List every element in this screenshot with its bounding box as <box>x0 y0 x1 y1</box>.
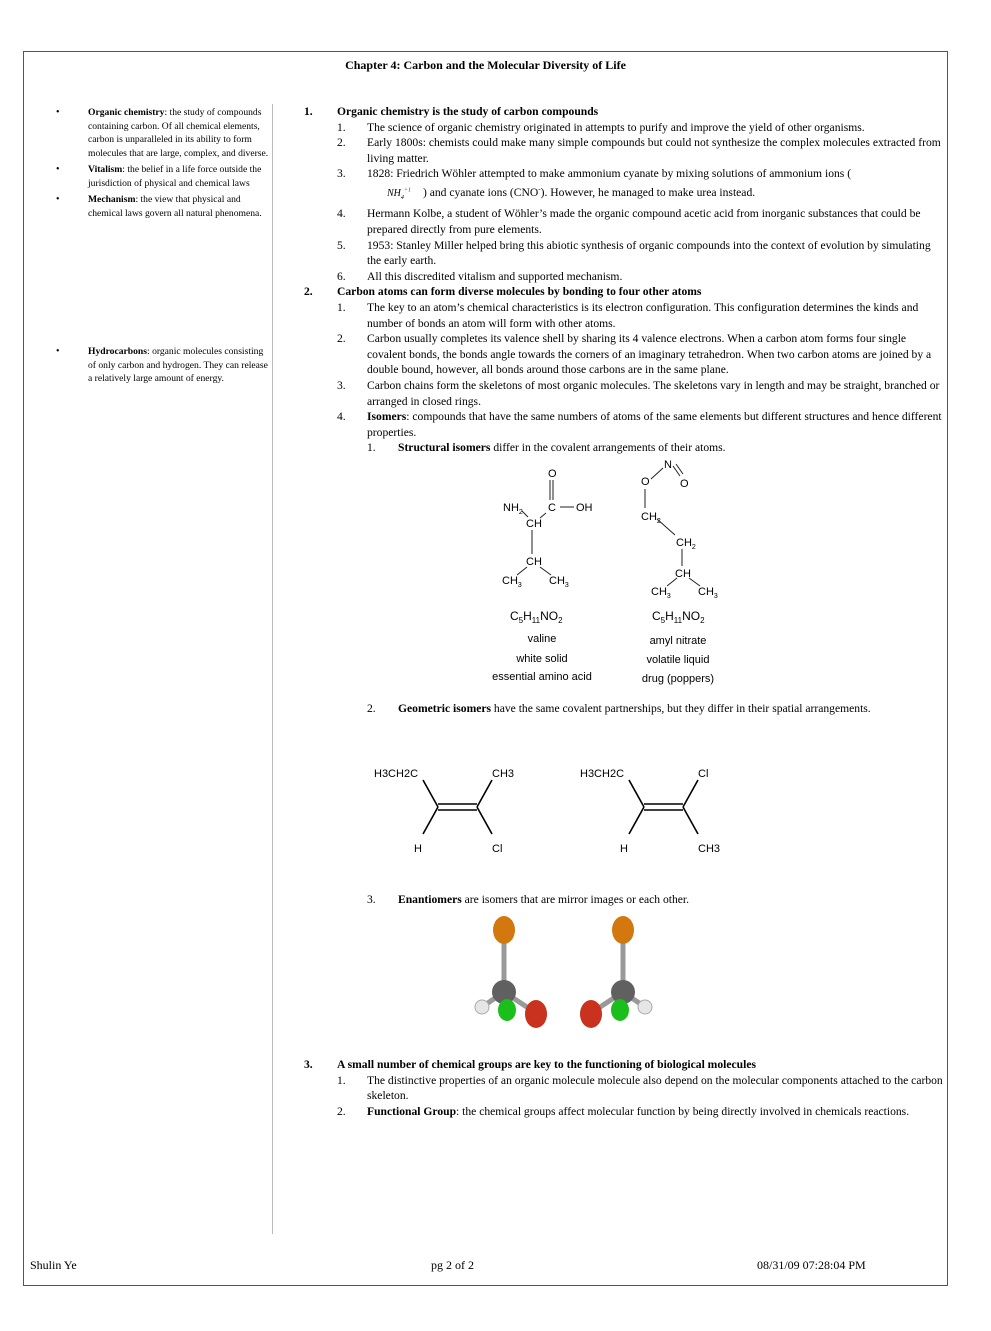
item-text: : the chemical groups affect molecular function by being directly involved in chemicals reactions. <box>456 1104 910 1118</box>
amyl-o-label-2: O <box>680 477 689 490</box>
cis-ch3-label: CH3 <box>492 767 515 780</box>
item-number: 4. <box>337 207 346 221</box>
trans-ch3-label: CH3 <box>698 842 721 855</box>
main-outline <box>304 104 946 1119</box>
valine-ch-label-2: CH <box>526 555 542 568</box>
amyl-name: amyl nitrate <box>649 634 707 647</box>
structural-isomers-svg <box>304 456 864 701</box>
item-text: Carbon chains form the skeletons of most organic molecules. The skeletons vary in length and may be straight, branched or arranged in closed rings. <box>367 378 940 408</box>
bromine-atom-2 <box>612 916 634 944</box>
amyl-ch2-label: $CH_2$ <box>641 510 661 525</box>
bromine-atom <box>493 916 515 944</box>
item-number: 3. <box>337 167 346 181</box>
term: Hydrocarbons <box>88 346 147 357</box>
list-item <box>337 238 946 269</box>
list-item <box>337 269 946 285</box>
sidebar-notes <box>56 106 271 389</box>
term: Structural isomers <box>398 441 491 455</box>
list-item <box>337 135 946 166</box>
section-2 <box>304 284 946 1057</box>
list-item <box>367 892 946 908</box>
list-item <box>367 440 946 456</box>
trans-cl-label: Cl <box>698 767 709 780</box>
ammonium-formula: $NH_4^{+1}$ <box>387 187 411 201</box>
item-text: Hermann Kolbe, a student of Wöhler’s made the organic compound acetic acid from inorganic substances that could be prepared directly from pure elements. <box>367 207 921 237</box>
sidebar-item-mechanism <box>56 193 271 220</box>
page-title: Chapter 4: Carbon and the Molecular Diversity of Life <box>345 58 626 72</box>
list-item <box>337 1073 946 1104</box>
valine-ch3-label: $CH_3$ <box>502 574 522 589</box>
footer-author: Shulin Ye <box>30 1258 77 1272</box>
list-item <box>337 300 946 331</box>
sidebar-item-hydrocarbons <box>56 345 271 386</box>
item-number: 2. <box>337 332 346 346</box>
section-heading: Carbon atoms can form diverse molecules by bonding to four other atoms <box>337 285 702 299</box>
item-number: 3. <box>337 378 346 392</box>
column-divider <box>272 104 273 1234</box>
valine-formula: $C_5H_{11}NO_2$ <box>510 608 563 625</box>
item-text: 1953: Stanley Miller helped bring this abiotic synthesis of organic compounds into the context of evolution by simulating the early earth. <box>367 238 931 268</box>
valine-o-label: O <box>548 467 557 480</box>
definition: : the study of compounds containing carbon. Of all chemical elements, carbon is unparalleled in its ability to form molecules that are large, complex, and diverse. <box>88 107 269 159</box>
term: Vitalism <box>88 164 123 175</box>
valine-desc2: essential amino acid <box>492 670 592 683</box>
valine-c-label: C <box>548 501 556 514</box>
list-item <box>337 409 946 1057</box>
section-number: 2. <box>304 285 313 299</box>
valine-name: valine <box>527 632 557 645</box>
bond-lines <box>517 464 700 586</box>
valine-nh2-label: $NH_2$ <box>503 501 523 516</box>
term: Isomers <box>367 410 407 424</box>
amyl-ch-label: CH <box>675 567 691 580</box>
list-item <box>337 120 946 136</box>
item-text: ) and cyanate ions (CNO <box>422 185 539 199</box>
cis-h-label: H <box>414 842 422 855</box>
item-text: The distinctive properties of an organic molecule molecule also depend on the molecular components attached to the carbon skeleton. <box>367 1073 943 1103</box>
chlorine-atom-2 <box>611 999 629 1021</box>
item-text: differ in the covalent arrangements of their atoms. <box>490 441 726 455</box>
valine-oh-label: OH <box>576 501 593 514</box>
term: Geometric isomers <box>398 701 492 715</box>
item-number: 1. <box>367 441 376 455</box>
hydrogen-atom <box>475 1000 489 1014</box>
amyl-ch3-label: $CH_3$ <box>651 585 671 600</box>
definition: : organic molecules consisting of only carbon and hydrogen. They can release a relatively large amount of energy. <box>88 346 268 384</box>
list-item <box>337 206 946 237</box>
section-number: 1. <box>304 105 313 118</box>
geo-bonds <box>423 780 698 834</box>
hydrogen-atom-2 <box>638 1000 652 1014</box>
list-item <box>337 378 946 409</box>
enantiomers-svg <box>304 907 864 1057</box>
item-number: 6. <box>337 269 346 283</box>
item-text: All this discredited vitalism and supported mechanism. <box>367 269 623 283</box>
item-text: have the same covalent partnerships, but they differ in their spatial arrangements. <box>491 701 871 715</box>
item-number: 4. <box>337 410 346 424</box>
item-number: 2. <box>337 1104 346 1118</box>
list-item <box>367 701 946 717</box>
amyl-desc2: drug (poppers) <box>641 672 715 685</box>
list-item <box>337 331 946 378</box>
item-number: 2. <box>337 136 346 150</box>
trans-h3ch2c-label: H3CH2C <box>580 767 625 780</box>
section-heading: Organic chemistry is the study of carbon compounds <box>337 105 599 118</box>
item-text: ). However, he managed to make urea instead. <box>540 185 756 199</box>
cis-h3ch2c-label: H3CH2C <box>374 767 419 780</box>
structural-isomers-figure <box>367 456 946 701</box>
section-heading: A small number of chemical groups are key to the functioning of biological molecules <box>337 1058 756 1072</box>
item-text: The science of organic chemistry originated in attempts to purify and improve the yield of other organisms. <box>367 120 865 134</box>
red-atom <box>525 1000 547 1028</box>
sidebar-item-vitalism <box>56 163 271 190</box>
valine-ch-label: CH <box>526 517 542 530</box>
item-text: Early 1800s: chemists could make many simple compounds but could not synthesize the complex molecules extracted from living matter. <box>367 136 941 165</box>
term: Mechanism <box>88 194 136 205</box>
amyl-formula: $C_5H_{11}NO_2$ <box>652 608 705 625</box>
item-text: : compounds that have the same numbers of atoms of the same elements but different structures and hence different properties. <box>367 410 942 439</box>
item-number: 1. <box>337 300 346 314</box>
term: Enantiomers <box>398 892 462 906</box>
item-number: 2. <box>367 701 376 715</box>
enantiomers-figure <box>367 907 946 1057</box>
page-frame <box>23 51 948 1286</box>
item-text: 1828: Friedrich Wöhler attempted to make ammonium cyanate by mixing solutions of ammonium ions ( <box>367 167 852 181</box>
term: Organic chemistry <box>88 107 165 118</box>
item-number: 5. <box>337 238 346 252</box>
item-text: The key to an atom’s chemical characteristics is its electron configuration. This configuration determines the kinds and number of bonds an atom will form with other atoms. <box>367 300 919 330</box>
trans-h-label: H <box>620 842 628 855</box>
section-3 <box>304 1057 946 1119</box>
amyl-ch2-label-2: $CH_2$ <box>676 536 696 551</box>
amyl-ch3-label-2: $CH_3$ <box>698 585 718 600</box>
footer-timestamp: 08/31/09 07:28:04 PM <box>757 1258 866 1272</box>
amyl-n-label: N <box>664 458 672 471</box>
valine-ch3-label-2: $CH_3$ <box>549 574 569 589</box>
section-1 <box>304 104 946 284</box>
definition: : the view that physical and chemical laws govern all natural phenomena. <box>88 194 262 219</box>
geometric-isomers-figure <box>367 717 946 892</box>
definition: : the belief in a life force outside the jurisdiction of physical and chemical laws <box>88 164 262 189</box>
footer-page-number: pg 2 of 2 <box>431 1258 474 1272</box>
cis-cl-label: Cl <box>492 842 503 855</box>
valine-desc1: white solid <box>516 652 568 665</box>
item-number: 1. <box>337 120 346 134</box>
item-text: are isomers that are mirror images or each other. <box>461 892 690 906</box>
chlorine-atom <box>498 999 516 1021</box>
item-number: 1. <box>337 1073 346 1087</box>
item-text: Carbon usually completes its valence shell by sharing its 4 valence electrons. When a carbon atom forms four single covalent bonds, the bonds angle towards the corners of an imaginary tetrahedron. When two carbon atoms are joined by a double bound, however, all bonds around those carbons are in the same plane. <box>367 332 932 377</box>
red-atom-2 <box>580 1000 602 1028</box>
list-item <box>337 1104 946 1120</box>
sidebar-item-organic-chemistry <box>56 106 271 160</box>
section-number: 3. <box>304 1058 313 1072</box>
term: Functional Group <box>367 1104 457 1118</box>
list-item: 3. 1828: Friedrich Wöhler attempted to make ammonium cyanate by mixing solutions of ammonium ions ( $NH_4^{+1}$ ) and cyanate ions (CNO-). However, he managed to make urea instead. <box>337 167 852 201</box>
amyl-desc1: volatile liquid <box>646 653 710 666</box>
geometric-isomers-svg <box>304 717 864 892</box>
amyl-o-label: O <box>641 475 650 488</box>
item-number: 3. <box>367 892 376 906</box>
